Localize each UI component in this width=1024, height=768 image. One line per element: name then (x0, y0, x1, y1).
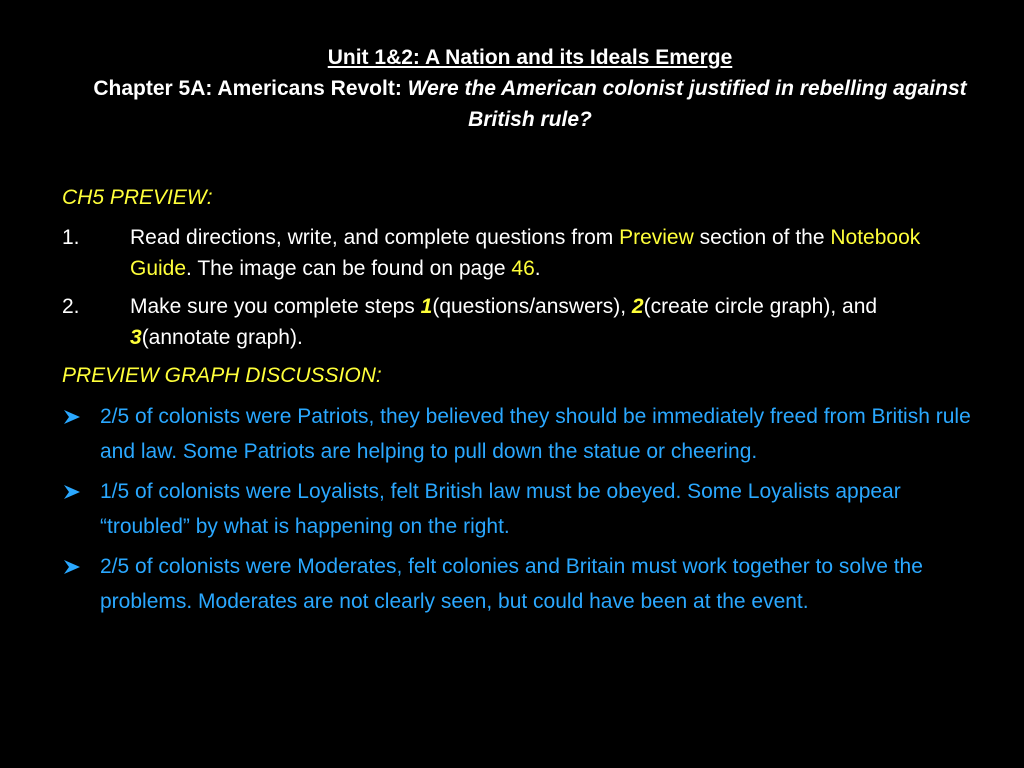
discussion-bullet (62, 550, 972, 619)
bullet-text: 1/5 of colonists were Loyalists, felt British law must be obeyed. Some Loyalists appear “troubled” by what is happening on the right. (100, 480, 901, 538)
arrow-bullet-icon (62, 550, 82, 584)
discussion-list (62, 400, 972, 625)
bullet-text: 2/5 of colonists were Moderates, felt colonies and Britain must work together to solve the problems. Moderates are not clearly seen, but could have been at the event. (100, 555, 923, 613)
chapter-title (60, 73, 1000, 135)
discussion-bullet (62, 475, 972, 544)
item-text: section of the (693, 226, 831, 249)
preview-heading: CH5 PREVIEW: (62, 186, 213, 209)
item-text: (annotate graph). (141, 326, 303, 349)
item-text: . The image can be found on page (186, 257, 512, 280)
preview-highlight: Preview (619, 226, 694, 249)
arrow-bullet-icon (62, 400, 82, 434)
step-3: 3 (130, 326, 142, 349)
list-number: 1. (62, 226, 80, 249)
step-2: 2 (631, 295, 644, 318)
discussion-bullet (62, 400, 972, 469)
preview-item-2 (62, 291, 982, 353)
unit-title: Unit 1&2: A Nation and its Ideals Emerge (327, 46, 733, 69)
chapter-label: Chapter 5A: Americans Revolt: (93, 77, 408, 100)
preview-item-1 (62, 222, 982, 284)
item-text: Read directions, write, and complete questions from (130, 226, 620, 249)
bullet-text: 2/5 of colonists were Patriots, they believed they should be immediately freed from British rule and law. Some Patriots are helping to pull down the statue or cheering. (100, 405, 971, 463)
item-text: (questions/answers), (432, 295, 632, 318)
slide-title (60, 42, 1000, 135)
essential-question: Were the American colonist justified in rebelling against British rule? (407, 77, 967, 131)
page-number-highlight: 46 (511, 257, 535, 280)
preview-list (62, 222, 982, 360)
step-1: 1 (420, 295, 433, 318)
arrow-bullet-icon (62, 475, 82, 509)
item-text: Make sure you complete steps (130, 295, 421, 318)
item-text: (create circle graph), and (643, 295, 878, 318)
notebook-guide-highlight: Notebook Guide (130, 226, 921, 280)
discussion-heading: PREVIEW GRAPH DISCUSSION: (62, 364, 382, 387)
item-text: . (534, 257, 541, 280)
list-number: 2. (62, 295, 80, 318)
